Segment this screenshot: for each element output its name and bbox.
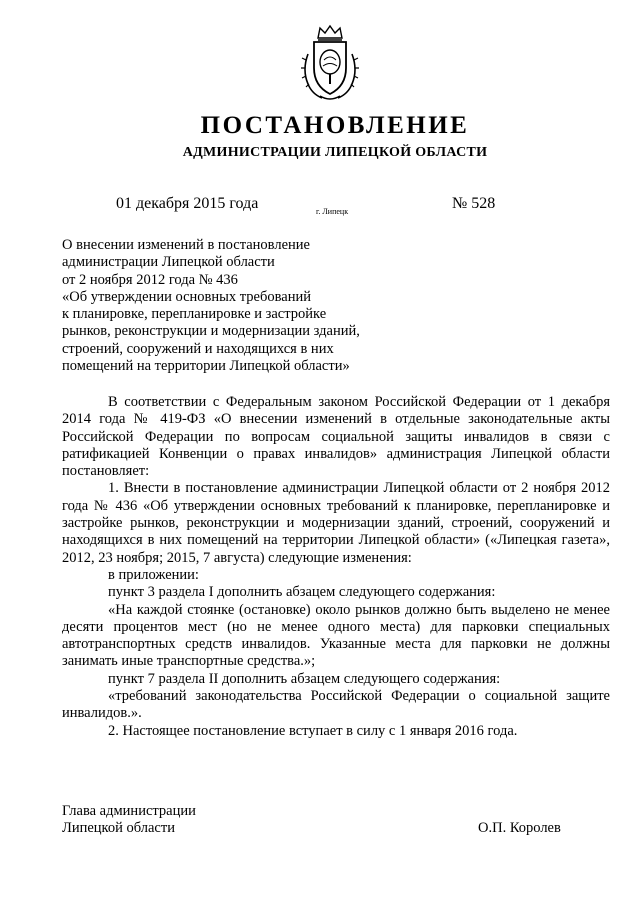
subject-line: администрации Липецкой области [62,254,275,271]
subject-line: О внесении изменений в постановление [62,237,310,253]
body-paragraph: 1. Внести в постановление администрации Липецкой области от 2 ноября 2012 года № 436 «Об утверждении основных требований к планировке, перепланировке и застройке рынков, реконструкции и модернизации зданий, строений, сооружений и находящихся в них помещений на территории Липецкой области» («Липецкая газета», 2012, 23 ноября; 2015, 7 августа) следующие изменения: [62,480,610,566]
document-city: г. Липецк [316,207,349,216]
signatory-name: О.П. Королев [478,820,561,836]
signatory-position-line: Глава администрации [62,803,196,819]
document-date: 01 декабря 2015 года [116,195,259,212]
body-paragraph: В соответствии с Федеральным законом Российской Федерации от 1 декабря 2014 года № 419-ФЗ «О внесении изменений в отдельные законодательные акты Российской Федерации по вопросам социальной защиты инвалидов в связи с ратификацией Конвенции о правах инвалидов» администрация Липецкой области постановляет: [62,394,610,480]
body-paragraph: 2. Настоящее постановление вступает в силу с 1 января 2016 года. [108,722,518,739]
body-paragraph: «требований законодательства Российской Федерации о социальной защите инвалидов.». [62,688,610,722]
subject-line: строений, сооружений и находящихся в них [62,340,334,357]
body-paragraph: «На каждой стоянке (остановке) около рынков должно быть выделено не менее десяти процентов мест (но не менее одного места) для парковки специальных автотранспортных средств инвалидов. Указанные места для парковки не должны занимать иные транспортные средства.»; [62,601,610,670]
subject-line: «Об утверждении основных требований [62,288,311,305]
body-paragraph: пункт 3 раздела I дополнить абзацем следующего содержания: [108,584,496,601]
signatory-position [62,803,196,838]
subject-line: рынков, реконструкции и модернизации зданий, [62,323,360,340]
body-paragraph: в приложении: [108,566,199,583]
document-number: № 528 [452,195,496,212]
document-subject [62,237,360,375]
document-body [62,394,610,740]
document-title: ПОСТАНОВЛЕНИЕ [200,112,470,139]
subject-line: к планировке, перепланировке и застройке [62,306,327,323]
signatory-position-line: Липецкой области [62,820,175,837]
coat-of-arms-icon [298,24,362,102]
issuing-authority: АДМИНИСТРАЦИИ ЛИПЕЦКОЙ ОБЛАСТИ [182,145,488,160]
body-paragraph: пункт 7 раздела II дополнить абзацем следующего содержания: [108,670,501,687]
subject-line: помещений на территории Липецкой области» [62,358,350,375]
subject-line: от 2 ноября 2012 года № 436 [62,271,238,288]
